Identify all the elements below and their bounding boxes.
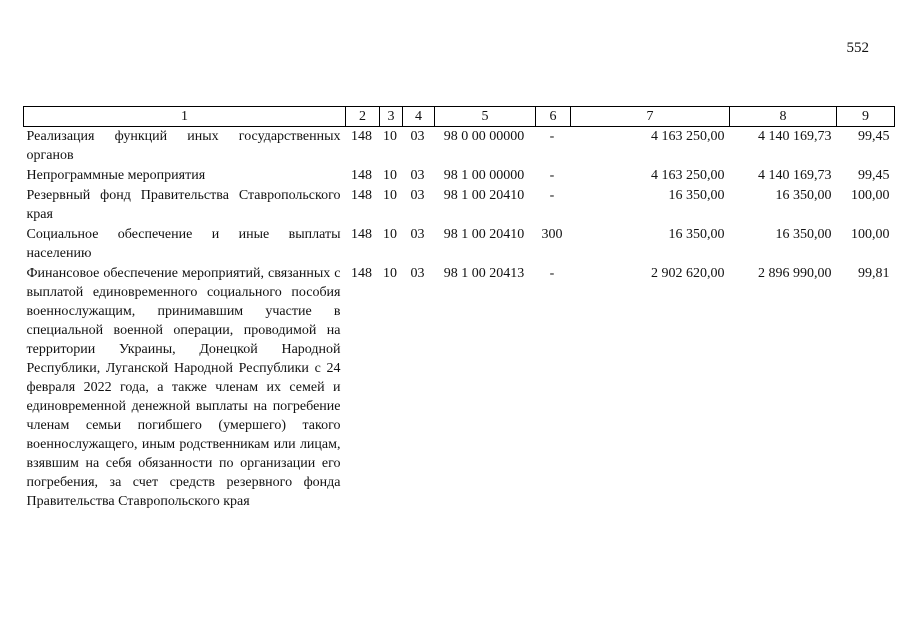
row-subsection-code: 03 xyxy=(410,129,425,144)
row-planned-amount: 16 350,00 xyxy=(668,227,725,242)
row-ministry-code: 148 xyxy=(351,188,372,203)
table-row xyxy=(24,225,895,264)
header-col-4: 4 xyxy=(403,107,435,127)
row-target-code: 98 1 00 00000 xyxy=(443,168,525,183)
row-section-code: 10 xyxy=(383,188,397,203)
row-planned-amount: 2 902 620,00 xyxy=(651,266,725,281)
row-section-code: 10 xyxy=(383,168,397,183)
row-percent: 100,00 xyxy=(851,188,890,203)
row-subsection-code: 03 xyxy=(410,227,425,242)
row-actual-amount: 4 140 169,73 xyxy=(758,129,832,144)
row-target-code: 98 1 00 20410 xyxy=(443,227,525,242)
row-actual-amount: 2 896 990,00 xyxy=(758,266,832,281)
header-col-1: 1 xyxy=(24,107,346,127)
row-actual-amount: 16 350,00 xyxy=(775,227,832,242)
row-ministry-code: 148 xyxy=(351,168,372,183)
row-percent: 99,81 xyxy=(858,266,890,281)
header-col-8: 8 xyxy=(730,107,837,127)
row-ministry-code: 148 xyxy=(351,129,372,144)
row-planned-amount: 4 163 250,00 xyxy=(651,129,725,144)
row-expense-type: - xyxy=(549,129,555,144)
header-col-3: 3 xyxy=(380,107,403,127)
row-section-code: 10 xyxy=(383,227,397,242)
row-ministry-code: 148 xyxy=(351,266,372,281)
table-row xyxy=(24,186,895,225)
row-target-code: 98 0 00 00000 xyxy=(443,129,525,144)
row-ministry-code: 148 xyxy=(351,227,372,242)
header-col-7: 7 xyxy=(571,107,730,127)
header-col-5: 5 xyxy=(435,107,536,127)
page-number: 552 xyxy=(846,40,869,56)
row-planned-amount: 16 350,00 xyxy=(668,188,725,203)
row-percent: 100,00 xyxy=(851,227,890,242)
row-name: Финансовое обеспечение мероприятий, связанных с выплатой единовременного социального пособия военнослужащим, принимавшим участие в специальной военной операции, проводимой на территории Украины, Донецкой Народной Республики, Луганской Народной Республики с 24 февраля 2022 года, а также членам их семей и единовременной денежной выплаты на погребение членам семьи погибшего (умершего) такого военнослужащего, иным родственникам или лицам, взявшим на себя обязанности по организации его погребения, за счет средств резервного фонда Правительства Ставропольского края xyxy=(26,266,341,509)
row-subsection-code: 03 xyxy=(410,266,425,281)
row-section-code: 10 xyxy=(383,266,397,281)
row-name: Непрограммные мероприятия xyxy=(26,168,206,183)
row-section-code: 10 xyxy=(383,129,397,144)
row-expense-type: - xyxy=(549,266,555,281)
row-percent: 99,45 xyxy=(858,168,890,183)
row-expense-type: 300 xyxy=(541,227,563,242)
header-col-2: 2 xyxy=(346,107,380,127)
row-actual-amount: 4 140 169,73 xyxy=(758,168,832,183)
table-row xyxy=(24,127,895,167)
row-percent: 99,45 xyxy=(858,129,890,144)
header-col-9: 9 xyxy=(837,107,895,127)
row-actual-amount: 16 350,00 xyxy=(775,188,832,203)
row-name: Резервный фонд Правительства Ставропольского края xyxy=(26,188,341,222)
header-col-6: 6 xyxy=(536,107,571,127)
row-planned-amount: 4 163 250,00 xyxy=(651,168,725,183)
table-header-row xyxy=(24,107,895,127)
row-name: Реализация функций иных государственных органов xyxy=(26,129,341,163)
row-target-code: 98 1 00 20410 xyxy=(443,188,525,203)
row-name: Социальное обеспечение и иные выплаты населению xyxy=(26,227,341,261)
row-subsection-code: 03 xyxy=(410,168,425,183)
budget-table xyxy=(23,106,895,512)
row-expense-type: - xyxy=(549,188,555,203)
table-row xyxy=(24,166,895,186)
row-target-code: 98 1 00 20413 xyxy=(443,266,525,281)
table-row xyxy=(24,264,895,512)
row-expense-type: - xyxy=(549,168,555,183)
row-subsection-code: 03 xyxy=(410,188,425,203)
